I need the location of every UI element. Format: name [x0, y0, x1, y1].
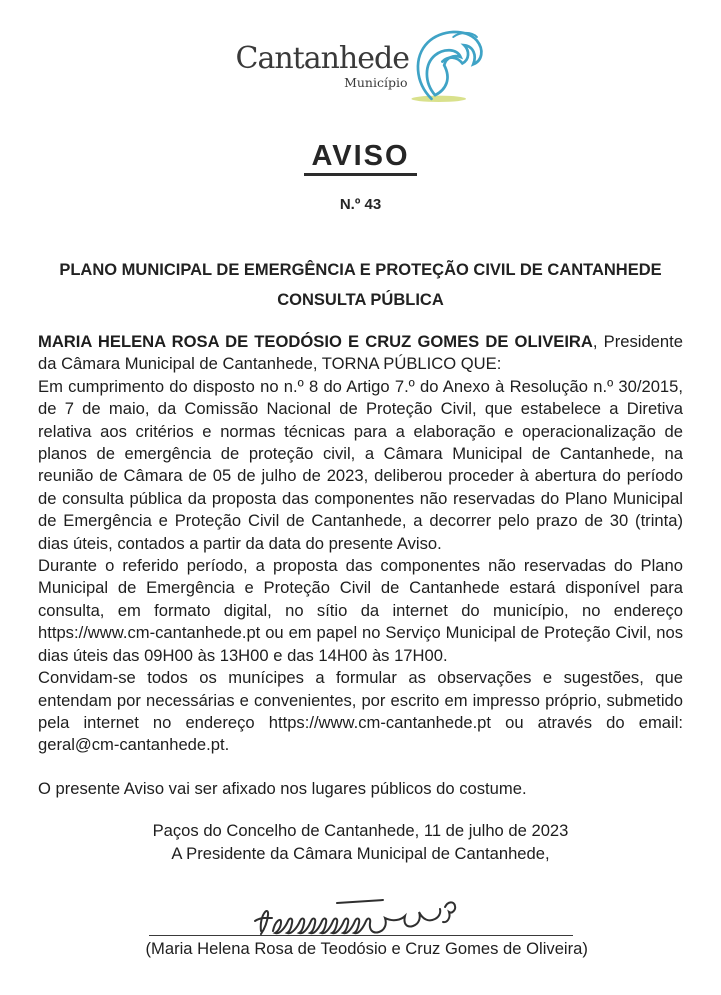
closing-place-date: Paços do Concelho de Cantanhede, 11 de julho de 2023 — [152, 821, 569, 841]
closing-role: A Presidente da Câmara Municipal de Cantanhede, — [171, 844, 550, 864]
intro-paragraph-rest: , Presidente da Câmara Municipal de Cantanhede, TORNA PÚBLICO QUE: — [38, 332, 683, 374]
document-body — [38, 331, 683, 800]
signature-line — [149, 887, 573, 936]
paragraph-posting-notice: O presente Aviso vai ser afixado nos lugares públicos do costume. — [38, 778, 527, 798]
document-page — [0, 26, 721, 995]
logo-municipality-name: Cantanhede — [235, 41, 409, 76]
paragraph-invitation: Convidam-se todos os munícipes a formular as observações e sugestões, que entendam por necessárias e convenientes, por escrito em impresso próprio, submetido pela internet no endereço https://www.cm-cantanhede.pt ou através do email: geral@cm-cantanhede.pt. — [38, 668, 683, 755]
subject-heading — [38, 255, 683, 315]
logo-wordmark — [235, 41, 409, 90]
logo-municipality-subtitle: Município — [344, 75, 408, 90]
handwritten-signature — [249, 891, 479, 941]
document-number: N.º 43 — [339, 196, 382, 213]
paragraph-legal-basis: Em cumprimento do disposto no n.º 8 do Artigo 7.º do Anexo à Resolução n.º 30/2015, de 7 de maio, da Comissão Nacional de Proteção Civil, que estabelece a Diretiva relativa aos critérios e normas técnicas para a elaboração e operacionalização de planos de emergência de proteção civil, a Câmara Municipal de Cantanhede, na reunião de Câmara de 05 de julho de 2023, deliberou proceder à abertura do período de consulta pública da proposta das componentes não reservadas do Plano Municipal de Emergência e Proteção Civil de Cantanhede, a decorrer pelo prazo de 30 (trinta) dias úteis, contados a partir da data do presente Aviso. — [38, 376, 683, 553]
municipality-logo — [236, 26, 486, 108]
closing-block — [38, 819, 683, 865]
subject-heading-line1: PLANO MUNICIPAL DE EMERGÊNCIA E PROTEÇÃO CIVIL DE CANTANHEDE — [59, 261, 662, 279]
signatory-printed-name: (Maria Helena Rosa de Teodósio e Cruz Gomes de Oliveira) — [145, 939, 588, 959]
document-title: AVISO — [304, 140, 416, 176]
signatory-name-lead: MARIA HELENA ROSA DE TEODÓSIO E CRUZ GOMES DE OLIVEIRA — [38, 332, 593, 351]
paragraph-consultation-details: Durante o referido período, a proposta das componentes não reservadas do Plano Municipal de Emergência e Proteção Civil de Cantanhede estará disponível para consulta, em formato digital, no sítio da internet do município, no endereço https://www.cm-cantanhede.pt ou em papel no Serviço Municipal de Proteção Civil, nos dias úteis das 09H00 às 13H00 e das 14H00 às 17H00. — [38, 556, 683, 665]
signature-area — [145, 887, 588, 959]
wave-swirl-icon — [406, 26, 486, 108]
intro-paragraph — [38, 331, 683, 376]
title-block — [38, 140, 683, 176]
subject-heading-line2: CONSULTA PÚBLICA — [277, 291, 444, 309]
